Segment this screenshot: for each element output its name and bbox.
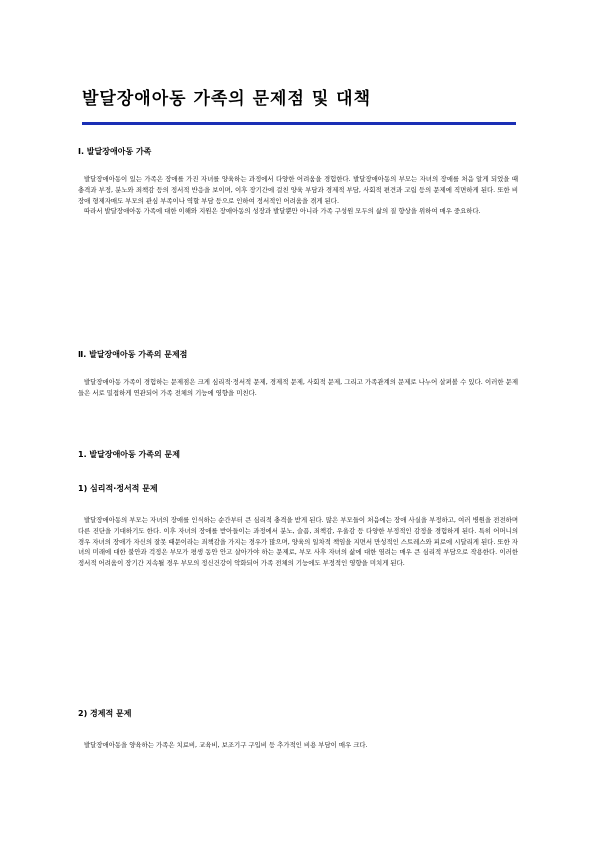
section-2 [78, 349, 518, 399]
paragraph: 발달장애아동의 부모는 자녀의 장애를 인식하는 순간부터 큰 심리적 충격을 받게 된다. 많은 부모들이 처음에는 장애 사실을 부정하고, 여러 병원을 전전하며 다른 진단을 기대하기도 한다. 이후 자녀의 장애를 받아들이는 과정에서 분노, 슬픔, 죄책감, 우울감 등 다양한 부정적인 감정을 경험하게 된다. 특히 어머니의 경우 자녀의 장애가 자신의 잘못 때문이라는 죄책감을 가지는 경우가 많으며, 양육의 일차적 책임을 지면서 만성적인 스트레스와 피로에 시달리게 된다. 또한 자녀의 미래에 대한 불안과 걱정은 부모가 평생 동안 안고 살아가야 하는 문제로, 부모 사후 자녀의 삶에 대한 염려는 매우 큰 심리적 부담으로 작용한다. 이러한 정서적 어려움이 장기간 지속될 경우 부모의 정신건강이 악화되어 가족 전체의 기능에도 부정적인 영향을 미치게 된다. [78, 516, 518, 568]
paragraph: 따라서 발달장애아동 가족에 대한 이해와 지원은 장애아동의 성장과 발달뿐만 아니라 가족 구성원 모두의 삶의 질 향상을 위하여 매우 중요하다. [84, 207, 481, 216]
section-heading: 1. 발달장애아동 가족의 문제 [78, 450, 180, 459]
paragraph: 발달장애아동 가족이 경험하는 문제점은 크게 심리적·정서적 문제, 경제적 문제, 사회적 문제, 그리고 가족관계의 문제로 나누어 살펴볼 수 있다. 이러한 문제들은 서로 밀접하게 연관되어 가족 전체의 기능에 영향을 미친다. [78, 378, 518, 397]
section-heading: Ⅰ. 발달장애아동 가족 [78, 147, 152, 156]
section-heading: 1) 심리적·정서적 문제 [78, 484, 158, 493]
section-1 [78, 146, 518, 217]
title-underline [82, 122, 516, 125]
section-5 [78, 708, 518, 751]
section-heading: 2) 경제적 문제 [78, 709, 132, 718]
section-3 [78, 449, 518, 461]
section-heading: Ⅱ. 발달장애아동 가족의 문제점 [78, 350, 188, 359]
paragraph: 발달장애아동이 있는 가족은 장애를 가진 자녀를 양육하는 과정에서 다양한 어려움을 경험한다. 발달장애아동의 부모는 자녀의 장애를 처음 알게 되었을 때 충격과 부정, 분노와 죄책감 등의 정서적 반응을 보이며, 이후 장기간에 걸친 양육 부담과 경제적 부담, 사회적 편견과 고립 등의 문제에 직면하게 된다. 또한 비장애 형제자매도 부모의 관심 부족이나 역할 부담 등으로 인하여 정서적인 어려움을 겪게 된다. [78, 175, 518, 205]
document-title: 발달장애아동 가족의 문제점 및 대책 [82, 89, 372, 109]
section-4 [78, 483, 518, 569]
paragraph: 발달장애아동을 양육하는 가족은 치료비, 교육비, 보조기구 구입비 등 추가적인 비용 부담이 매우 크다. [84, 741, 368, 749]
